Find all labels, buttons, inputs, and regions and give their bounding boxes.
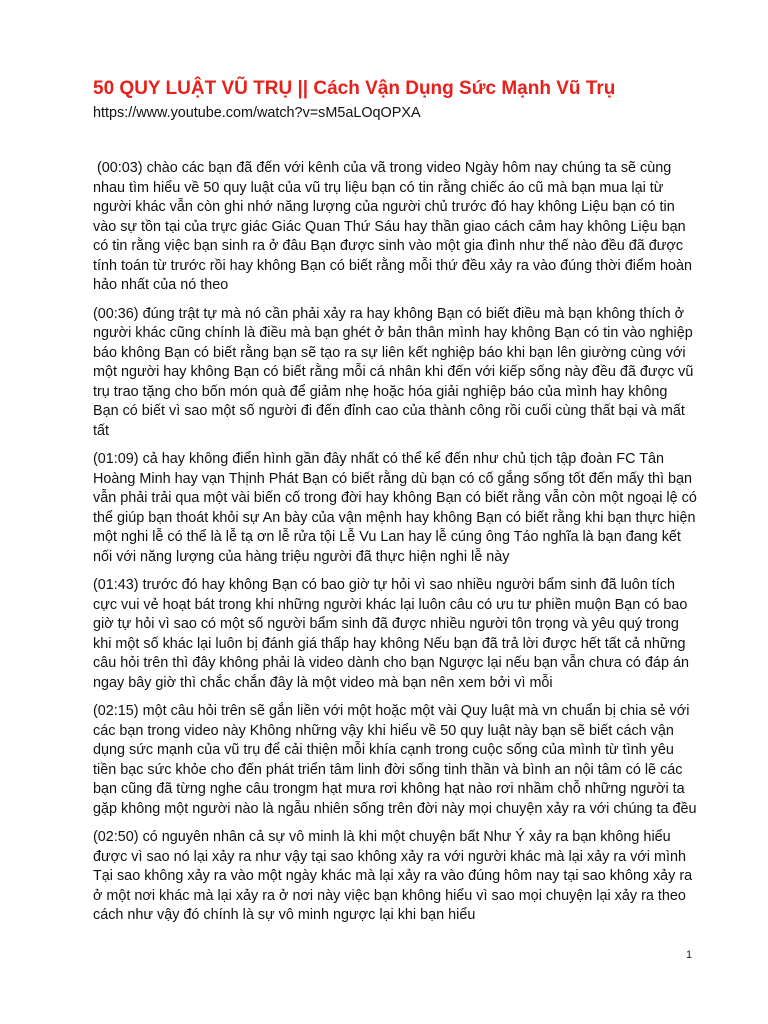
- transcript-body: [93, 159, 697, 926]
- document-content: [93, 76, 697, 935]
- transcript-paragraph: (02:15) một câu hỏi trên sẽ gắn liền với một hoặc một vài Quy luật mà vn chuẩn bị chia sẻ với các bạn trong video này Không những vậy khi hiểu về 50 quy luật này bạn sẽ biết cách vận dụng sức mạnh của vũ trụ để cải thiện mỗi khía cạnh trong cuộc sống của mình từ tình yêu tiền bạc sức khỏe cho đến phát triển tâm linh đời sống tinh thần và bình an nội tâm có lẽ các bạn cũng đã từng nghe câu trongm hạt mưa rơi không hạt nào rơi nhầm chỗ những người ta gặp không một người nào là ngẫu nhiên sống trên đời này mọi chuyện xảy ra với chúng ta đều: [93, 703, 697, 817]
- transcript-paragraph: (01:43) trước đó hay không Bạn có bao giờ tự hỏi vì sao nhiều người bẩm sinh đã luôn tích cực vui vẻ hoạt bát trong khi những người khác lại luôn câu có ưu tư phiền muộn Bạn có bao giờ tự hỏi vì sao có một số người bẩm sinh đã được nhiều người tôn trọng và yêu quý trong khi một số khác lại luôn bị đánh giá thấp hay không Nếu bạn đã trả lời được hết tất cả những câu hỏi trên thì đây không phải là video dành cho bạn Ngược lại nếu bạn vẫn chưa có đáp án ngay bây giờ thì chắc chắn đây là một video mà bạn nên xem bởi vì mỗi: [93, 577, 689, 691]
- video-url: https://www.youtube.com/watch?v=sM5aLOqOPXA: [93, 105, 421, 121]
- transcript-paragraph: (00:03) chào các bạn đã đến với kênh của vã trong video Ngày hôm nay chúng ta sẽ cùng nhau tìm hiểu về 50 quy luật của vũ trụ liệu bạn có tin rằng chiếc áo cũ mà bạn mua lại từ người khác vẫn còn ghi nhớ năng lượng của người chủ trước đó hay không Liệu bạn có tin vào sự tồn tại của trực giác Giác Quan Thứ Sáu hay thần giao cách cảm hay không Liệu bạn có tin rằng việc bạn sinh ra ở đâu Bạn được sinh vào một gia đình như thế nào đều đã được tính toán từ trước rồi hay không Bạn có biết rằng mỗi thứ đều xảy ra vào đúng thời điểm hoàn hảo nhất của nó theo: [93, 160, 692, 293]
- page-number: 1: [686, 949, 693, 961]
- transcript-paragraph: (00:36) đúng trật tự mà nó cần phải xảy ra hay không Bạn có biết điều mà bạn không thích ở người khác cũng chính là điều mà bạn ghét ở bản thân mình hay không Bạn có tin vào nghiệp báo không Bạn có biết rằng bạn sẽ tạo ra sự liên kết nghiệp báo khi bạn lên giường cùng với một người hay không Bạn có biết rằng mỗi cá nhân khi đến với kiếp sống này đều đã được vũ trụ trao tặng cho bốn món quà để giảm nhẹ hoặc hóa giải nghiệp báo của mình hay không Bạn có biết vì sao một số người đi đến đỉnh cao của thành công rồi cuối cùng thất bại và mất tất: [93, 305, 694, 439]
- transcript-paragraph: (01:09) cả hay không điển hình gần đây nhất có thể kể đến như chủ tịch tập đoàn FC Tân Hoàng Minh hay vạn Thịnh Phát Bạn có biết rằng dù bạn có cố gắng sống tốt đến mấy thì bạn vẫn phải trải qua một vài biến cố trong đời hay không Bạn có biết rằng vẫn còn một ngoại lệ có thể giúp bạn thoát khỏi sự An bày của vận mệnh hay không Bạn có biết rằng khi bạn thực hiện một nghi lễ có thể là lễ tạ ơn lễ rửa tội Lễ Vu Lan hay lễ cúng ông Táo nghĩa là bạn đang kết nối với năng lượng của hàng triệu người đã thực hiện nghi lễ này: [93, 451, 697, 565]
- document-title: 50 QUY LUẬT VŨ TRỤ || Cách Vận Dụng Sức Mạnh Vũ Trụ: [93, 78, 616, 99]
- transcript-paragraph: (02:50) có nguyên nhân cả sự vô minh là khi một chuyện bất Như Ý xảy ra bạn không hiểu được vì sao nó lại xảy ra như vậy tại sao không xảy ra với người khác mà lại xảy ra với mình Tại sao không xảy ra vào một ngày khác mà lại xảy ra vào đúng hôm nay tại sao không xảy ra ở một nơi khác mà lại xảy ra ở nơi này việc bạn không hiểu vì sao mọi chuyện lại xảy ra theo cách như vậy đó chính là sự vô minh ngược lại khi bạn hiểu: [93, 829, 693, 923]
